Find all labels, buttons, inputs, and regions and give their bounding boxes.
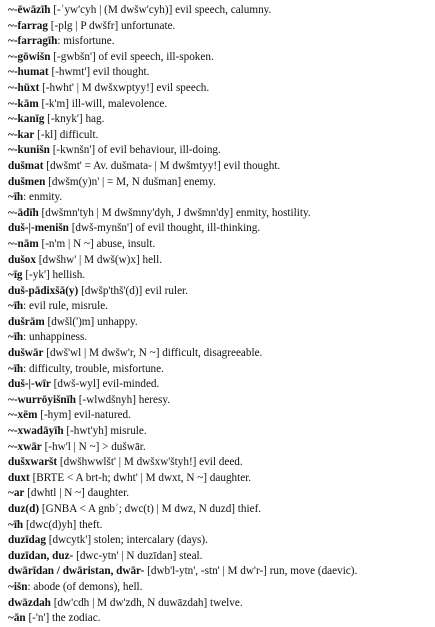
entry-headword: ~-kām	[8, 97, 39, 110]
dictionary-entry	[8, 533, 429, 549]
entry-headword: ~-farragīh	[8, 35, 58, 48]
dictionary-entry	[8, 175, 429, 191]
entry-definition: : abode (of demons), hell.	[27, 580, 143, 593]
dictionary-entry	[8, 253, 429, 269]
entry-definition: [dwšm(y)n' | = M, N dušman] enemy.	[45, 175, 216, 188]
entry-headword: ~īh	[8, 300, 24, 313]
entry-headword: ~-farrag	[8, 19, 48, 32]
entry-headword: duš-|-menišn	[8, 222, 69, 235]
entry-definition: [-hwht' | M dwšxwptyy!] evil speech.	[39, 81, 210, 94]
entry-definition: [dwšp'thš'(d)] evil ruler.	[78, 284, 188, 297]
dictionary-entry	[8, 596, 429, 612]
entry-headword: duz(d)	[8, 503, 40, 515]
dictionary-entry	[8, 393, 429, 409]
entry-headword: ~īh	[8, 362, 24, 375]
entry-definition: [-k'm] ill-will, malevolence.	[38, 97, 168, 110]
dictionary-entry	[8, 549, 429, 565]
dictionary-entry	[8, 237, 429, 253]
entry-definition: [-hwt'yh] misrule.	[63, 425, 147, 438]
entry-headword: dušxwaršt	[8, 456, 58, 469]
dictionary-entry	[8, 143, 429, 159]
entry-headword: dwārīdan / dwāristan, dwār-	[8, 565, 145, 578]
entry-definition: : difficulty, trouble, misfortune.	[23, 362, 164, 375]
entry-headword: dušmen	[8, 175, 46, 188]
entry-headword: ~-xwār	[8, 440, 42, 453]
dictionary-entry	[8, 455, 429, 471]
dictionary-entry	[8, 50, 429, 66]
entry-headword: ~-xwadāyīh	[8, 425, 64, 438]
entry-headword: ~-gōwišn	[8, 50, 51, 63]
dictionary-entry	[8, 315, 429, 331]
dictionary-entry	[8, 65, 429, 81]
entry-headword: dušwār	[8, 347, 44, 360]
entry-headword: ~īh	[8, 331, 24, 344]
dictionary-entry	[8, 346, 429, 362]
entry-definition: [dwš'wl | M dwšw'r, N ~] difficult, disagreeable.	[43, 347, 263, 360]
entry-definition: [dw'cdh | M dw'zdh, N duwāzdah] twelve.	[50, 596, 243, 609]
dictionary-entry	[8, 424, 429, 440]
entry-headword: ~īg	[8, 269, 23, 282]
dictionary-entry	[8, 19, 429, 35]
entry-definition: [-ʾyw'cyh | (M dwšw'cyh)] evil speech, calumny.	[50, 4, 272, 16]
dictionary-entry	[8, 81, 429, 97]
entry-headword: duxt	[8, 471, 30, 484]
entry-definition: [-knyk'] hag.	[44, 113, 105, 126]
entry-definition: [-hwmt'] evil thought.	[48, 66, 150, 79]
dictionary-entry	[8, 408, 429, 424]
entry-headword: duzīdag	[8, 534, 46, 547]
entry-headword: duzīdan, duz-	[8, 549, 74, 562]
entry-definition: [dwšhwwlšt' | M dwšxw'štyh!] evil deed.	[57, 456, 243, 469]
entry-definition: [dwšhw' | M dwš(w)x] hell.	[36, 253, 163, 266]
entry-definition: [dwc-ytn' | N duzīdan] steal.	[73, 549, 203, 562]
entry-headword: ~ān	[8, 612, 26, 625]
entry-headword: dwāzdah	[8, 596, 51, 609]
entry-headword: dušmat	[8, 159, 44, 172]
entry-definition: [dwc(d)yh] theft.	[23, 518, 103, 531]
dictionary-entry	[8, 112, 429, 128]
entry-headword: ~-kunišn	[8, 144, 50, 157]
entry-definition: [-'n'] the zodiac.	[25, 612, 101, 625]
entry-headword: duš-|-wīr	[8, 378, 51, 391]
entry-definition: [-hw'l | N ~] > dušwār.	[41, 440, 146, 453]
entry-definition: : unhappiness.	[23, 331, 88, 344]
dictionary-entry	[8, 3, 429, 19]
entry-headword: ~-nām	[8, 237, 39, 250]
dictionary-entry	[8, 611, 429, 627]
dictionary-entry	[8, 206, 429, 222]
entry-definition: : enmity.	[23, 191, 63, 204]
entry-definition: [-gwbšn'] of evil speech, ill-spoken.	[50, 50, 214, 63]
entry-definition: [-yk'] hellish.	[22, 269, 86, 282]
dictionary-entry	[8, 159, 429, 175]
entry-headword: ~īh	[8, 518, 24, 531]
entry-definition: [BRTE < A brt-h; dwht' | M dwxt, N ~] daughter.	[29, 471, 252, 484]
entry-definition: [-kwnšn'] of evil behaviour, ill-doing.	[49, 144, 221, 157]
entry-definition: [-plg | P dwšfr] unfortunate.	[47, 19, 176, 32]
entry-definition: [dwš-mynšn'] of evil thought, ill-thinking.	[68, 222, 261, 235]
entry-headword: ~ar	[8, 487, 25, 500]
entry-headword: ~īh	[8, 191, 24, 204]
entry-definition: : evil rule, misrule.	[23, 300, 108, 313]
dictionary-entry	[8, 471, 429, 487]
entry-headword: duš-pādixšā(y)	[8, 284, 79, 297]
entry-definition: [dwb'l-ytn', -stn' | M dw'r-] run, move (daevic).	[144, 565, 358, 578]
dictionary-entry	[8, 440, 429, 456]
dictionary-entry	[8, 330, 429, 346]
entry-headword: ~-kar	[8, 128, 35, 141]
entry-headword: ~-kanīg	[8, 113, 45, 126]
dictionary-entry	[8, 284, 429, 300]
dictionary-entry	[8, 502, 429, 518]
entry-definition: [dwšl(')m] unhappy.	[44, 315, 138, 328]
dictionary-entry	[8, 564, 429, 580]
entry-definition: [-kl] difficult.	[34, 128, 99, 141]
entry-definition: : misfortune.	[57, 35, 115, 48]
dictionary-entry	[8, 518, 429, 534]
entry-headword: dušox	[8, 253, 36, 266]
entry-definition: [-n'm | N ~] abuse, insult.	[38, 237, 156, 250]
dictionary-entry	[8, 299, 429, 315]
entry-headword: ~-humat	[8, 66, 49, 79]
dictionary-entry	[8, 34, 429, 50]
entry-headword: ~-hūxt	[8, 81, 40, 94]
entry-definition: [-hym] evil-natured.	[37, 409, 131, 422]
entry-definition: [dwšmt' = Av. dušmata- | M dwšmtyy!] evil thought.	[43, 159, 281, 172]
entry-headword: ~-ādīh	[8, 206, 39, 219]
entry-headword: ~-ēwāzīh	[8, 4, 51, 16]
entry-definition: [-wlwdšnyh] heresy.	[75, 393, 171, 406]
entry-headword: ~išn	[8, 580, 28, 593]
entry-definition: [dwš-wyl] evil-minded.	[50, 378, 160, 391]
entry-headword: dušrām	[8, 315, 45, 328]
dictionary-entry	[8, 268, 429, 284]
entry-definition: [dwšmn'tyh | M dwšmny'dyh, J dwšmn'dy] enmity, hostility.	[38, 206, 311, 219]
dictionary-entry	[8, 377, 429, 393]
entry-headword: ~-wurrōyišnīh	[8, 393, 76, 406]
dictionary-entry	[8, 486, 429, 502]
dictionary-entry	[8, 362, 429, 378]
entry-definition: [dwhtl | N ~] daughter.	[24, 487, 129, 500]
dictionary-entry	[8, 128, 429, 144]
dictionary-entry	[8, 580, 429, 596]
dictionary-entry	[8, 221, 429, 237]
entry-headword: ~-xēm	[8, 409, 38, 422]
dictionary-entry	[8, 97, 429, 113]
entry-definition: [GNBA < A gnbʾ; dwc(t) | M dwz, N duzd] thief.	[39, 503, 262, 515]
entry-definition: [dwcytk'] stolen; intercalary (days).	[45, 534, 208, 547]
dictionary-entry	[8, 190, 429, 206]
